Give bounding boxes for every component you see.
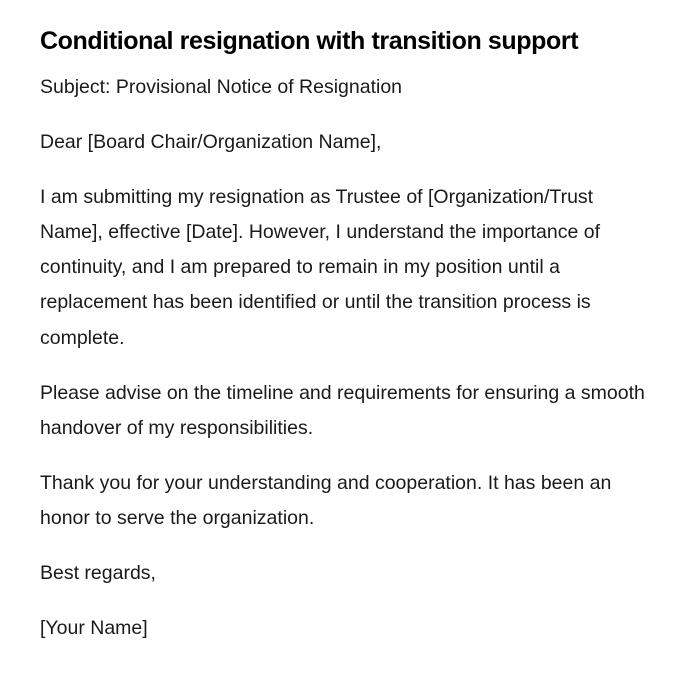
subject-line: Subject: Provisional Notice of Resignation xyxy=(40,76,403,98)
salutation: Dear [Board Chair/Organization Name], xyxy=(40,130,382,153)
body-paragraph: Thank you for your understanding and cooperation. It has been an honor to serve the organization. xyxy=(40,471,612,529)
closing: Best regards, xyxy=(40,561,156,584)
body-paragraph: I am submitting my resignation as Trustee of [Organization/Trust Name], effective [Date]. However, I understand the importance of continuity, and I am prepared to remain in my position until a replacement has been identified or until the transition process is complete. xyxy=(40,185,601,349)
document-title: Conditional resignation with transition support xyxy=(40,27,579,55)
body-paragraph: Please advise on the timeline and requirements for ensuring a smooth handover of my responsibilities. xyxy=(40,381,645,439)
signature-name: [Your Name] xyxy=(40,616,148,639)
